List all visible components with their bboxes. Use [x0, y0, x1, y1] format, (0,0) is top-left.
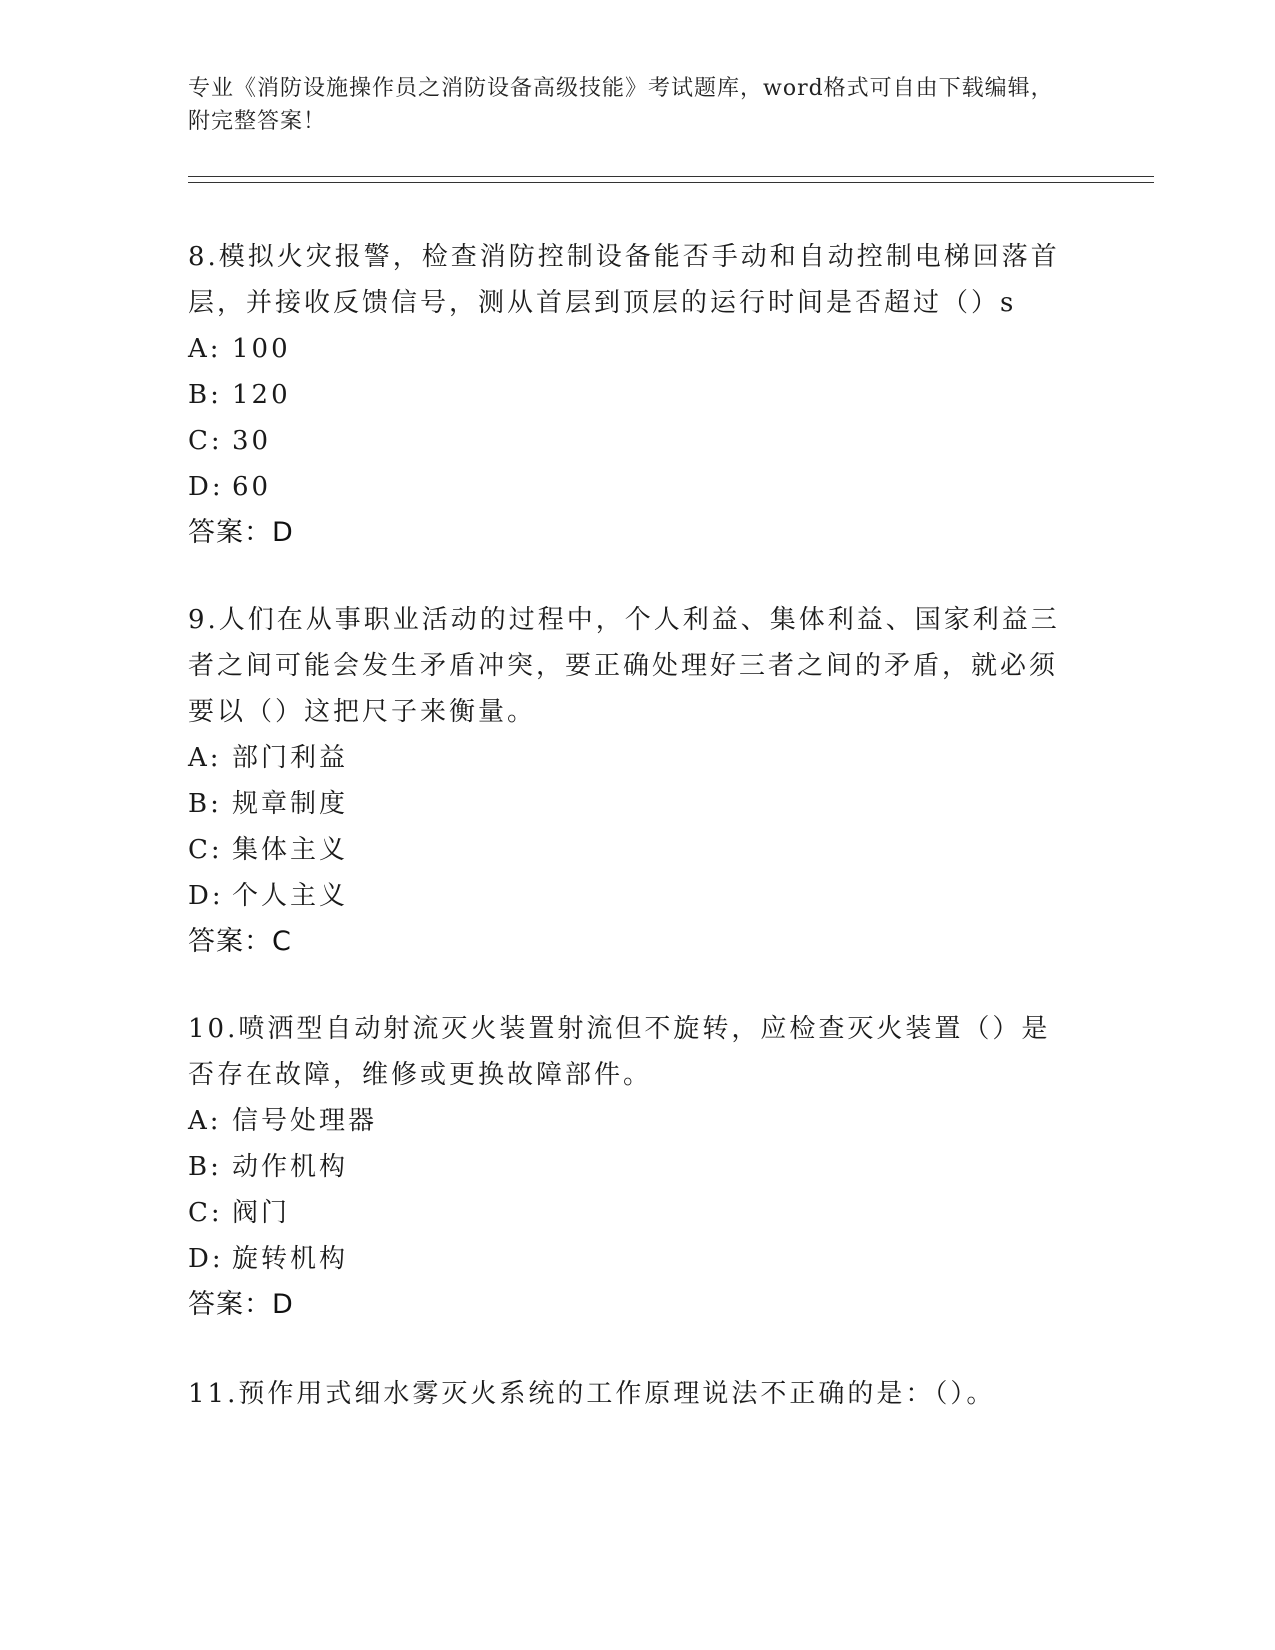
option-letter: C: — [188, 1198, 223, 1228]
option-text: 集体主义 — [232, 835, 349, 865]
answer-line: 答案：D — [188, 1289, 294, 1320]
question-text: 8.模拟火灾报警，检查消防控制设备能否手动和自动控制电梯回落首层，并接收反馈信号，测从首层到顶层的运行时间是否超过（）s — [188, 242, 1060, 318]
option-a — [188, 326, 1068, 372]
option-text: 个人主义 — [232, 881, 349, 911]
question-text: 9.人们在从事职业活动的过程中，个人利益、集体利益、国家利益三者之间可能会发生矛盾冲突，要正确处理好三者之间的矛盾，就必须要以（）这把尺子来衡量。 — [188, 605, 1060, 727]
option-text: 旋转机构 — [232, 1244, 349, 1274]
option-text: 信号处理器 — [232, 1106, 378, 1136]
question-11 — [188, 1371, 1068, 1417]
option-letter: B: — [188, 789, 222, 819]
option-letter: A: — [188, 334, 222, 364]
answer-line: 答案：C — [188, 926, 292, 957]
header-divider-bottom — [188, 182, 1154, 183]
question-text: 10.喷洒型自动射流灭火装置射流但不旋转，应检查灭火装置（）是否存在故障，维修或更换故障部件。 — [188, 1014, 1051, 1090]
question-9 — [188, 597, 1068, 965]
option-c — [188, 1190, 1068, 1236]
option-text: 部门利益 — [232, 743, 349, 773]
option-b — [188, 1144, 1068, 1190]
option-d — [188, 873, 1068, 919]
header-divider-top — [188, 176, 1154, 177]
answer-line: 答案：D — [188, 517, 294, 548]
option-a — [188, 1098, 1068, 1144]
option-letter: C: — [188, 426, 223, 456]
option-b — [188, 781, 1068, 827]
option-letter: B: — [188, 380, 222, 410]
option-b — [188, 372, 1068, 418]
question-text: 11.预作用式细水雾灭火系统的工作原理说法不正确的是：（）。 — [188, 1379, 996, 1409]
option-text: 规章制度 — [232, 789, 349, 819]
option-letter: D: — [188, 881, 224, 911]
option-text: 30 — [232, 426, 272, 456]
option-c — [188, 418, 1068, 464]
option-letter: D: — [188, 1244, 224, 1274]
option-letter: B: — [188, 1152, 222, 1182]
option-a — [188, 735, 1068, 781]
question-8 — [188, 234, 1068, 556]
question-10 — [188, 1006, 1068, 1328]
option-text: 动作机构 — [232, 1152, 349, 1182]
option-d — [188, 1236, 1068, 1282]
option-text: 100 — [232, 334, 291, 364]
option-d — [188, 464, 1068, 510]
option-c — [188, 827, 1068, 873]
document-header: 专业《消防设施操作员之消防设备高级技能》考试题库，word格式可自由下载编辑，附完整答案！ — [188, 76, 1054, 134]
option-letter: A: — [188, 1106, 222, 1136]
option-text: 60 — [232, 472, 272, 502]
option-text: 120 — [232, 380, 291, 410]
option-letter: A: — [188, 743, 222, 773]
option-letter: C: — [188, 835, 223, 865]
option-text: 阀门 — [232, 1198, 291, 1228]
option-letter: D: — [188, 472, 224, 502]
